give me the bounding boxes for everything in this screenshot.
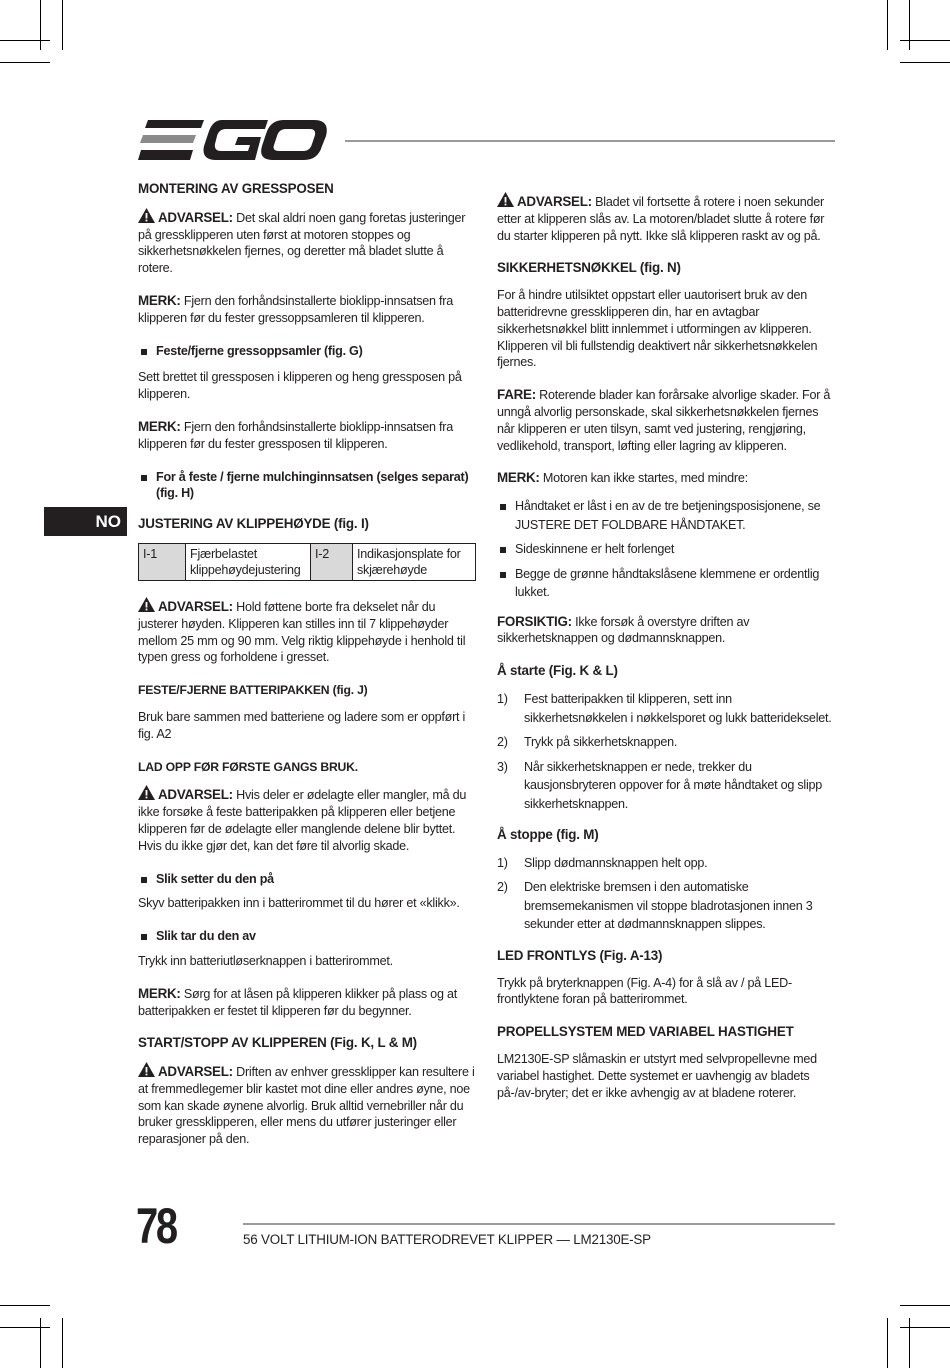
note-label: MERK: — [138, 985, 181, 1001]
crop-mark — [40, 1318, 41, 1368]
note-paragraph — [138, 293, 478, 327]
note-text: Sørg for at låsen på klipperen klikker på plass og at batteripakken er festet til klipperen før du begynner. — [138, 986, 457, 1018]
warning-text: Bladet vil fortsette å rotere i noen sekunder etter at klipperen slås av. La motoren/bladet slutte å rotere før du starter klipperen på nytt. Ikke slå klipperen raskt av og på. — [497, 195, 825, 243]
body-paragraph: Skyv batteripakken inn i batterirommet til du hører et «klikk». — [138, 896, 460, 911]
bullet-square — [500, 572, 506, 578]
crop-mark — [887, 1318, 888, 1368]
warning-label: ADVARSEL: — [158, 1064, 233, 1080]
warning-label: ADVARSEL: — [158, 787, 233, 803]
section-title: PROPELLSYSTEM MED VARIABEL HASTIGHET — [497, 1024, 794, 1040]
danger-paragraph — [497, 387, 837, 454]
bullet-item: For å feste / fjerne mulchinginnsatsen (selges separat) (fig. H) — [138, 469, 478, 503]
ego-logo — [138, 118, 328, 162]
note-label: MERK: — [497, 470, 540, 486]
bullet-square — [500, 504, 506, 510]
body-paragraph: Bruk bare sammen med batteriene og ladere som er oppført i fig. A2 — [138, 709, 466, 741]
crop-mark — [900, 1327, 950, 1328]
table-cell-id: I-1 — [139, 543, 186, 580]
crop-mark — [0, 1305, 50, 1306]
table-cell-id: I-2 — [311, 543, 353, 580]
body-paragraph: Trykk på bryterknappen (Fig. A-4) for å slå av / på LED-frontlyktene foran på batterirommet. — [497, 975, 792, 1007]
footer-rule — [243, 1223, 835, 1225]
numbered-step: 1) Slipp dødmannsknappen helt opp. — [497, 855, 708, 870]
section-title: LAD OPP FØR FØRSTE GANGS BRUK. — [138, 759, 358, 774]
crop-mark — [909, 1318, 910, 1368]
warning-icon — [138, 1062, 155, 1077]
page-number: 78 — [136, 1198, 176, 1254]
section-title: SIKKERHETSNØKKEL (fig. N) — [497, 260, 681, 276]
bullet-item: Håndtaket er låst i en av de tre betjeningsposisjonene, se JUSTERE DET FOLDBARE HÅNDTAKET. — [497, 497, 837, 534]
body-paragraph: LM2130E-SP slåmaskin er utstyrt med selvpropellevne med variabel hastighet. Dette systemet er uavhengig av bladets på-/av-bryter; det er ikke avhengig av at bladene roterer. — [497, 1052, 817, 1100]
note-label: MERK: — [138, 418, 181, 434]
caution-text: Ikke forsøk å overstyre driften av sikkerhetsknappen og dødmannsknappen. — [497, 614, 750, 646]
bullet-item: Feste/fjerne gressoppsamler (fig. G) — [138, 343, 478, 360]
left-column — [138, 181, 478, 1164]
warning-paragraph — [138, 1062, 478, 1148]
section-title: Å starte (Fig. K & L) — [497, 663, 618, 679]
crop-mark — [62, 1318, 63, 1368]
warning-paragraph — [138, 785, 478, 854]
warning-paragraph — [138, 597, 478, 666]
numbered-step: 2) Den elektriske bremsen i den automatiske bremsemekanismen vil stoppe bladrotasjonen innen 3 sekunder etter at dødmannsknappen slippes. — [497, 880, 813, 932]
body-paragraph: Sett brettet til gressposen i klipperen og heng gressposen på klipperen. — [138, 370, 462, 402]
note-paragraph — [497, 470, 837, 487]
section-title: Å stoppe (fig. M) — [497, 827, 599, 843]
crop-mark — [0, 40, 50, 41]
caution-label: FORSIKTIG: — [497, 613, 572, 629]
bullet-item: Slik setter du den på — [138, 871, 478, 888]
crop-mark — [900, 40, 950, 41]
warning-text: Det skal aldri noen gang foretas justeringer på gressklipperen uten først at motoren stoppes og sikkerhetsnøkkelen fjernes, og deretter må bladet slutte å rotere. — [138, 210, 466, 276]
crop-mark — [62, 0, 63, 50]
crop-mark — [887, 0, 888, 50]
warning-text: Hold føttene borte fra dekselet når du justerer høyden. Klipperen kan stilles inn til 7 klippehøyder mellom 25 mm og 90 mm. Velg riktig klippehøyde i henhold til typen gress og forholdene i gresset. — [138, 599, 466, 665]
danger-text: Roterende blader kan forårsake alvorlige skader. For å unngå alvorlig personskade, skal sikkerhetsnøkkelen fjernes når klipperen er uten tilsyn, samt ved justering, rengjøring, vedlikehold, transport, løfting eller lagring av klipperen. — [497, 388, 831, 453]
numbered-step: 3) Når sikkerhetsknappen er nede, trekker du kausjonsbryteren oppover for å møte håndtaket og slipp sikkerhetsknappen. — [497, 759, 823, 811]
section-title: START/STOPP AV KLIPPEREN (Fig. K, L & M) — [138, 1035, 417, 1051]
caution-paragraph — [497, 614, 837, 648]
table-cell-text: Indikasjonsplate for skjærehøyde — [353, 543, 476, 580]
section-title: LED FRONTLYS (Fig. A-13) — [497, 947, 663, 963]
warning-label: ADVARSEL: — [517, 194, 592, 209]
note-label: MERK: — [138, 292, 181, 308]
numbered-step: 1) Fest batteripakken til klipperen, sett inn sikkerhetsnøkkelen i nøkkelsporet og lukk batteridekselet. — [497, 692, 832, 725]
header-rule — [345, 140, 835, 142]
warning-icon — [138, 208, 155, 223]
warning-paragraph — [497, 192, 837, 244]
note-text: Fjern den forhåndsinstallerte bioklipp-innsatsen fra klipperen før du fester gressposen til klipperen. — [138, 419, 454, 451]
note-text: Motoren kan ikke startes, med mindre: — [539, 471, 748, 486]
numbered-step: 2) Trykk på sikkerhetsknappen. — [497, 735, 678, 750]
warning-text: Hvis deler er ødelagte eller mangler, må du ikke forsøke å feste batteripakken på klipperen eller betjene klipperen før de ødelagte eller manglende delene blir byttet. Hvis du ikke gjør det, kan det føre til alvorlig skade. — [138, 788, 467, 853]
bullet-square — [141, 475, 147, 481]
parts-table — [138, 543, 476, 581]
bullet-square — [141, 877, 147, 883]
language-tab: NO — [44, 507, 127, 536]
section-title: JUSTERING AV KLIPPEHØYDE (fig. I) — [138, 516, 369, 532]
bullet-item: Slik tar du den av — [138, 928, 478, 945]
crop-mark — [909, 0, 910, 50]
crop-mark — [0, 1327, 50, 1328]
warning-icon — [497, 192, 514, 207]
bullet-item: Sideskinnene er helt forlenget — [497, 540, 837, 559]
warning-label: ADVARSEL: — [158, 598, 233, 614]
crop-mark — [900, 62, 950, 63]
bullet-square — [141, 349, 147, 355]
warning-text: Driften av enhver gressklipper kan resultere i at fremmedlegemer blir kastet mot dine eller andres øyne, noe som kan skade øynene alvorlig. Bruk alltid vernebriller når du bruker gressklipperen, eller mens du utfører justeringer eller reparasjoner på den. — [138, 1065, 475, 1147]
bullet-square — [141, 934, 147, 940]
crop-mark — [900, 1305, 950, 1306]
bullet-square — [500, 547, 506, 553]
right-column — [497, 192, 837, 1117]
warning-label: ADVARSEL: — [158, 209, 233, 225]
table-cell-text: Fjærbelastet klippehøydejustering — [186, 543, 311, 580]
warning-icon — [138, 597, 155, 612]
footer-title: 56 VOLT LITHIUM-ION BATTERODREVET KLIPPER — LM2130E-SP — [243, 1232, 651, 1247]
note-paragraph — [138, 419, 478, 453]
body-paragraph: For å hindre utilsiktet oppstart eller uautorisert bruk av den batteridrevne gressklipperen din, har en avtagbar sikkerhetsnøkkel blitt innlemmet i utformingen av klipperen. Klipperen vil bli fullstendig deaktivert når sikkerhetsnøkkelen fjernes. — [497, 288, 818, 370]
section-title: FESTE/FJERNE BATTERIPAKKEN (fig. J) — [138, 683, 368, 698]
crop-mark — [40, 0, 41, 50]
section-title: MONTERING AV GRESSPOSEN — [138, 181, 334, 196]
body-paragraph: Trykk inn batteriutløserknappen i batterirommet. — [138, 953, 393, 968]
danger-label: FARE: — [497, 387, 536, 403]
warning-paragraph — [138, 208, 478, 277]
crop-mark — [0, 62, 50, 63]
warning-icon — [138, 785, 155, 800]
bullet-item: Begge de grønne håndtakslåsene klemmene er ordentlig lukket. — [497, 565, 837, 602]
note-text: Fjern den forhåndsinstallerte bioklipp-innsatsen fra klipperen før du fester gressoppsamleren til klipperen. — [138, 293, 454, 325]
table-row — [139, 543, 476, 580]
note-paragraph — [138, 986, 478, 1020]
